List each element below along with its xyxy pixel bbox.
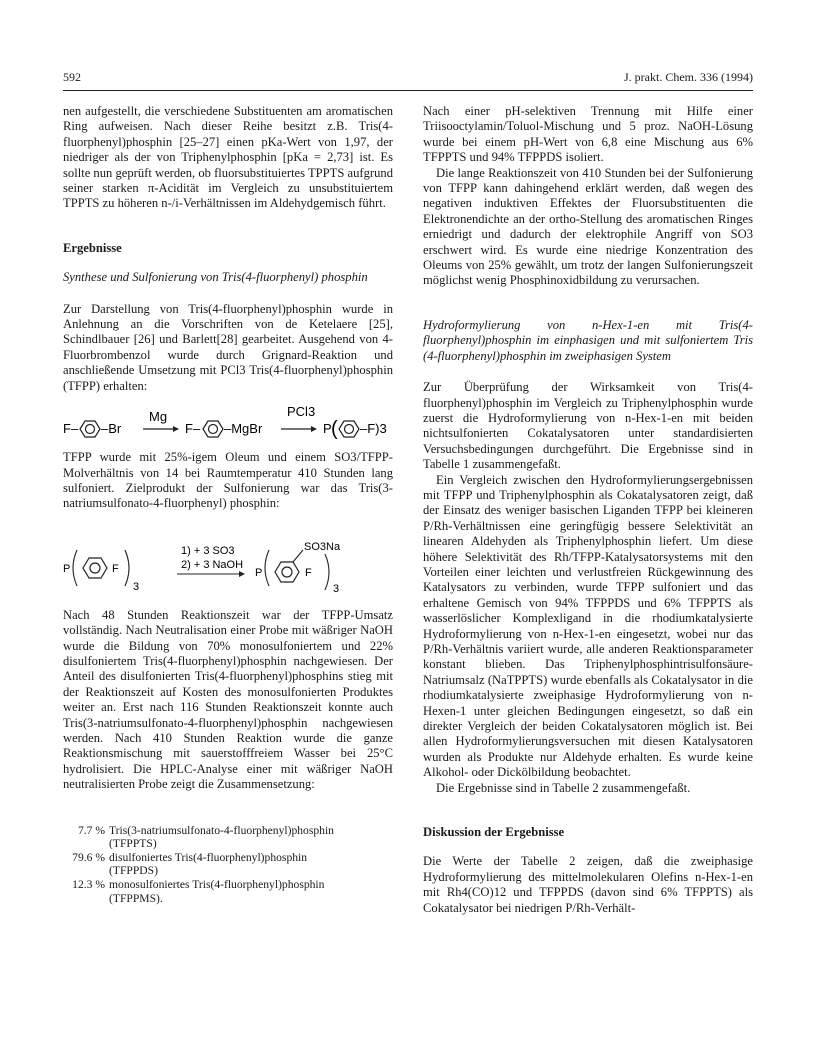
scheme1-product-f: –F)3 [360,421,387,437]
composition-row [63,824,393,851]
composition-name: monosulfoniertes Tris(4-fluorphenyl)phosphin [109,877,325,891]
composition-abbr: (TFPPDS) [109,864,158,878]
section-heading-diskussion: Diskussion der Ergebnisse [423,825,565,840]
header-rule [63,90,753,91]
hplc-paragraph: Nach 48 Stunden Reaktionszeit war der TFPP-Umsatz vollständig. Nach Neutralisation einer Probe mit wäßriger NaOH wurde die Bildung von 70% monosulfoniertem und 22% disulfoniertem Tris(4-fluorphenyl)phosphin nachgewiesen. Der Anteil des disulfonierten Tris(4-fluorphenyl)phosphins stieg mit der Reaktionszeit auf Kosten des monosulfonierten Produktes weiter an. Erst nach 116 Stunden Reaktionszeit konnte auch Tris(3-natriumsulfonato-4-fluorphenyl)phosphin nachgewiesen werden. Nach 410 Stunden Reaktion wurde die ganze Reaktionsmischung mit sauerstofffreiem Wasser bei 25°C hydrolisiert. Die HPLC-Analyse einer mit wäßriger NaOH neutralisierten Probe zeigt die Zusammensetzung: [63,607,393,792]
close-bracket-icon [325,554,329,590]
composition-name: Tris(3-natriumsulfonato-4-fluorphenyl)phosphin [109,823,334,837]
grignard-scheme-drawing [63,402,393,444]
arrowhead-icon [173,426,179,432]
verification-paragraph: Zur Überprüfung der Wirksamkeit von Tris(4-fluorphenyl)phosphin im Vergleich zu Triphenylphosphin wurde zuerst die Hydroformylierung von n-Hex-1-en mit beiden nichtsulfonierten Cokatalysatoren unter standardisierten Versuchsbedingungen durchgeführt. Die Ergebnisse sind in Tabelle 1 zusammengefaßt. [423,380,753,472]
reaction-time-paragraph: Die lange Reaktionszeit von 410 Stunden bei der Sulfonierung von TFPP kann dahingehend erklärt werden, daß wegen des negativen induktiven Effektes der Fluorsubstituenten die Elektronendichte an der ortho-Stellung des aromatischen Ringes erniedrigt und dadurch der elektrophile Angriff von SO3 erschwert wird. Es wurde eine niedrige Konzentration des Oleums von 25% gewählt, um trotz der langen Sulfonierungszeit möglichst wenig Phosphinoxidbildung zu verursachen. [423,165,753,288]
composition-row [63,878,393,905]
scheme1-reagent-mg: Mg [149,409,168,425]
sulfonation-scheme [63,524,393,596]
left-column [63,104,393,905]
benzene-ring-icon [275,562,299,582]
benzene-ring-icon [83,558,107,578]
page-number: 592 [63,70,81,84]
separation-paragraph: Nach einer pH-selektiven Trennung mit Hilfe einer Triisooctylamin/Toluol-Mischung und 5 proz. NaOH-Lösung wurde bei einem pH-Wert von 6,8 eine Mischung aus 6% TFPPTS und 94% TFPPDS isoliert. [423,104,753,165]
arrowhead-icon [239,571,245,577]
benzene-ring-icon [80,421,100,437]
scheme2-reagent-1: 1) + 3 SO3 [181,544,235,557]
scheme2-left-f: F [112,562,119,575]
comparison-paragraph: Ein Vergleich zwischen den Hydroformylierungsergebnissen mit TFPP und Triphenylphosphin als Cokatalysatoren zeigt, daß der Einsatz des weniger basischen Liganden TFPP bei kleineren P/Rh-Verhältnissen eine geringfügig bessere Selektivität an linearen Aldehyden als Triphenylphosphin liefert. Um diese höhere Selektivität des Rh/TFPP-Katalysatorsystems mit den Vorteilen einer leichten und verlustfreien Rückgewinnung des Katalysators zu verbinden, wurde TFPP sulfoniert und das erhaltene Gemisch von 94% TFPPDS und 6% TFPPTS als wasserlöslicher Komplexligand in die rhodiumkatalysierte Hydroformylierung von n-Hex-1-en eingesetzt, wobei nur das P/Rh-Verhältnis variiert wurde, alle anderen Reaktionsparameter konstant blieben. Das Triphenylphosphintrisulfonsäure-Natriumsalz (NaTPPTS) wurde ebenfalls als Cokatalysator in die rhodiumkatalysierte zweiphasige Hydroformylierung von n-Hexen-1 unter gleichen Bedingungen eingesetzt, so daß ein direkter Vergleich der beiden Cokatalysatoren möglich ist. Bei allen Hydroformylierungsversuchen mit diesen Katalysatoren wurden als Produkte nur Aldehyde erhalten. Es wurde keine Alkohol- oder Dickölbildung beobachtet. [423,472,753,780]
synthesis-paragraph: Zur Darstellung von Tris(4-fluorphenyl)phosphin wurde in Anlehnung an die Vorschriften von de Ketelaere [25], Schindlbauer [26] und Barlett[28] gearbeitet. Ausgehend von 4-Fluorbrombenzol wurde durch Grignard-Reaktion und anschließende Umsetzung mit PCl3 Tris(4-fluorphenyl)phosphin (TFPP) erhalten: [63,301,393,393]
scheme2-right-f: F [305,566,312,579]
bond-line-icon [293,550,303,562]
results-paragraph: Die Ergebnisse sind in Tabelle 2 zusammengefaßt. [436,780,691,795]
section-heading-ergebnisse: Ergebnisse [63,240,122,255]
scheme2-left-p: P [63,562,71,575]
subsection-heading-hydroformylierung: Hydroformylierung von n-Hex-1-en mit Tris(4-fluorphenyl)phosphin im einphasigen und mit sulfoniertem Tris (4-fluorphenyl)phosphin im zweiphasigen System [423,317,753,363]
composition-percent: 79.6 % [72,850,105,864]
scheme2-substituent: SO3Na [304,540,341,553]
intro-paragraph: nen aufgestellt, die verschiedene Substituenten am aromatischen Ring aufweisen. Nach dieser Reihe besitzt z.B. Tris(4-fluorphenyl)phosphin [25–27] einen pKa-Wert von 1,97, der niedriger als der von Triphenylphosphin [pKa = 2,73] ist. Es sollte nun geprüft werden, ob fluorsubstituiertes TPPTS aufgrund seiner starken π-Acidität im Vergleich zu unsubstituiertem TPPTS zu höheren n-/i-Verhältnissen im Aldehydgemisch führt. [63,104,393,211]
sulfonation-paragraph: TFPP wurde mit 25%-igem Oleum und einem SO3/TFPP-Molverhältnis von 14 bei Raumtemperatur 410 Stunden lang sulfoniert. Zielprodukt der Sulfonierung war das Tris(3-natriumsulfonato-4-fluorphenyl) phosphin: [63,450,393,511]
open-bracket-icon [265,550,269,586]
discussion-paragraph: Die Werte der Tabelle 2 zeigen, daß die zweiphasige Hydroformylierung des mittelmolekularen Olefins n-Hex-1-en mit Rh4(CO)12 und TFPPDS (davon sind 6% TFPPTS) als Cokatalysator bei niedrigen P/Rh-Verhält- [423,854,753,915]
scheme1-product-p: P [323,421,332,437]
scheme1-reagent-pcl3: PCl3 [287,404,316,420]
composition-list [63,824,393,906]
scheme2-right-p: P [255,566,263,579]
scheme2-right-subscript: 3 [333,582,340,595]
composition-abbr: (TFPPMS). [109,891,163,905]
composition-name: disulfoniertes Tris(4-fluorphenyl)phosphin [109,850,308,864]
open-bracket-icon [73,550,77,586]
sulfonation-scheme-drawing [63,524,393,596]
scheme1-reactant: F– [63,421,79,437]
scheme2-reagent-2: 2) + 3 NaOH [181,558,244,571]
scheme1-intermediate-end: –MgBr [224,421,263,437]
arrowhead-icon [311,426,317,432]
close-bracket-icon [125,550,129,586]
journal-citation: J. prakt. Chem. 336 (1994) [624,70,753,84]
grignard-scheme [63,402,393,444]
scheme2-left-subscript: 3 [133,580,140,593]
scheme1-intermediate: F– [185,421,201,437]
scheme1-open-paren: ( [331,418,338,441]
composition-row [63,851,393,878]
composition-percent: 7.7 % [77,823,105,837]
right-column [423,104,753,916]
benzene-ring-icon [203,421,223,437]
subsection-heading-synthese: Synthese und Sulfonierung von Tris(4-fluorphenyl) phosphin [63,270,368,285]
composition-abbr: (TFPPTS) [109,837,157,851]
benzene-ring-icon [339,421,359,437]
composition-percent: 12.3 % [72,877,105,891]
scheme1-reactant-end: –Br [101,421,122,437]
running-header [63,70,753,88]
